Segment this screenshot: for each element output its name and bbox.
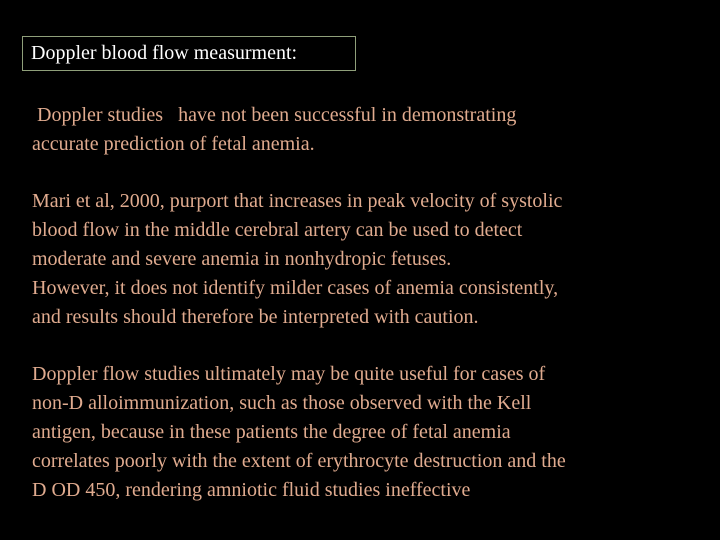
text-line: However, it does not identify milder cases of anemia consistently, — [32, 277, 559, 299]
text-line: Mari et al, 2000, purport that increases in peak velocity of systolic — [32, 190, 563, 212]
text-line: antigen, because in these patients the degree of fetal anemia — [32, 421, 511, 443]
paragraph-non-d-alloimmunization — [32, 360, 692, 505]
title-box — [22, 36, 356, 71]
text-line: Doppler studies have not been successful in demonstrating — [32, 104, 517, 126]
text-line: moderate and severe anemia in nonhydropic fetuses. — [32, 248, 452, 270]
slide-title: Doppler blood flow measurment: — [31, 42, 298, 64]
text-line: Doppler flow studies ultimately may be quite useful for cases of — [32, 363, 546, 385]
text-line: and results should therefore be interpreted with caution. — [32, 306, 479, 328]
text-line: blood flow in the middle cerebral artery can be used to detect — [32, 219, 523, 241]
paragraph-mari-study — [32, 187, 692, 332]
paragraph-doppler-intro — [32, 101, 692, 159]
text-line: correlates poorly with the extent of erythrocyte destruction and the — [32, 450, 566, 472]
text-line: accurate prediction of fetal anemia. — [32, 133, 315, 155]
text-line: D OD 450, rendering amniotic fluid studies ineffective — [32, 479, 471, 501]
text-line: non-D alloimmunization, such as those observed with the Kell — [32, 392, 532, 414]
